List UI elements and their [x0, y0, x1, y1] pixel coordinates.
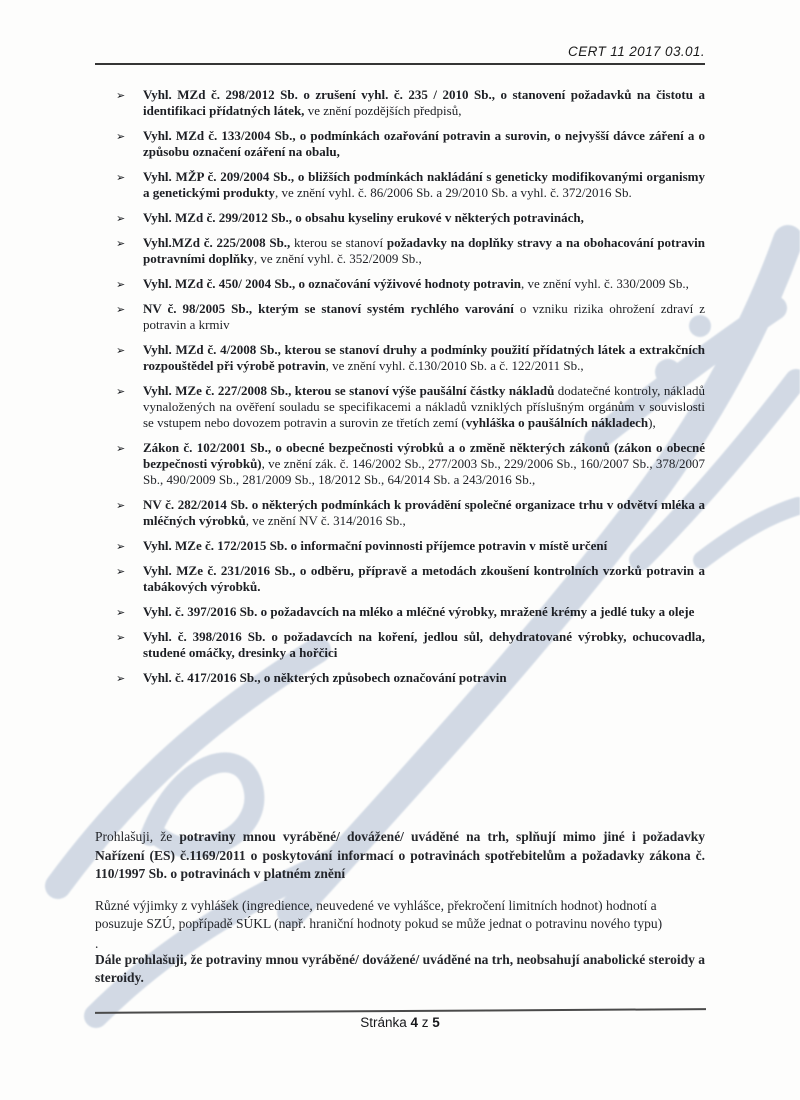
bold-text-segment: Vyhl. č. 397/2016 Sb. o požadavcích na mléko a mléčné výrobky, mražené krémy a jedlé tuky a oleje [143, 604, 695, 619]
stray-period [95, 935, 705, 951]
regulation-list-item [95, 563, 705, 595]
text-segment: . [95, 935, 99, 951]
text-segment: Prohlašuji, že [95, 829, 180, 844]
bold-text-segment: Vyhl. č. 398/2016 Sb. o požadavcích na koření, jedlou sůl, dehydratované výrobky, ochucovadla, studené omáčky, dresinky a hořčici [143, 629, 705, 660]
exceptions-note [95, 897, 705, 934]
text-segment: , ve znění zák. č. 146/2002 Sb., 277/2003 Sb., 229/2006 Sb., 160/2007 Sb., 378/2007 Sb., 490/2009 Sb., 281/2009 Sb., 18/2012 Sb., 64/2014 Sb. a 243/2016 Sb., [143, 456, 705, 487]
text-segment: ve znění pozdějších předpisů, [304, 103, 462, 118]
regulation-list-item [95, 276, 705, 292]
regulation-list-item [95, 301, 705, 333]
arrow-bullet-icon: ➢ [116, 89, 126, 102]
regulation-list-item [95, 538, 705, 554]
text-segment: , ve znění vyhl. č. 330/2009 Sb., [521, 276, 689, 291]
arrow-bullet-icon: ➢ [116, 385, 126, 398]
bold-text-segment: Vyhl. MZd č. 450/ 2004 Sb., o označování výživové hodnoty potravin [143, 276, 522, 291]
arrow-bullet-icon: ➢ [116, 171, 126, 184]
header-reference: CERT 11 2017 03.01. [568, 44, 705, 59]
arrow-bullet-icon: ➢ [116, 540, 126, 553]
regulation-list-item [95, 629, 705, 661]
bold-text-segment: požadavky na doplňky stravy a na obohacování potravin potravními doplňky [143, 235, 705, 266]
arrow-bullet-icon: ➢ [116, 499, 126, 512]
regulation-list-item [95, 440, 705, 488]
bold-text-segment: Vyhl.MZd č. 225/2008 Sb., [143, 235, 291, 250]
arrow-bullet-icon: ➢ [116, 130, 126, 143]
text-segment: kterou se stanoví [290, 235, 387, 250]
bold-text-segment: Vyhl. MŽP č. 209/2004 Sb., o bližších podmínkách nakládání s geneticky modifikovanými organismy a genetickými produkty [143, 169, 705, 200]
text-segment: z [418, 1015, 433, 1030]
text-segment: , ve znění vyhl. č. 352/2009 Sb., [253, 251, 422, 266]
regulation-list-item [95, 210, 705, 226]
regulation-list-item [95, 235, 705, 267]
page-number [0, 1015, 800, 1030]
text-segment: o vzniku rizika ohrožení zdraví z potravin a krmiv [143, 301, 705, 332]
regulation-list-item [95, 87, 705, 119]
bold-text-segment: Vyhl. MZd č. 4/2008 Sb., kterou se stanoví druhy a podmínky použití přídatných látek a extrakčních rozpouštědel při výrobě potravin [143, 342, 705, 373]
bold-text-segment: potraviny mnou vyráběné/ dovážené/ uváděné na trh, splňují mimo jiné i požadavky Nařízení (ES) č.1169/2011 o poskytování informací o potravinách spotřebitelům a požadavky zákona č. 110/1997 Sb. o potravinách v platném znění [95, 829, 705, 881]
bold-text-segment: vyhláška o paušálních nákladech [465, 415, 649, 430]
text-segment: , ve znění NV č. 314/2016 Sb., [245, 513, 406, 528]
bold-text-segment: Vyhl. MZd č. 299/2012 Sb., o obsahu kyseliny erukové v některých potravinách, [143, 210, 584, 225]
bold-text-segment: NV č. 98/2005 Sb., kterým se stanoví systém rychlého varování [143, 301, 514, 316]
text-segment: , ve znění vyhl. č.130/2010 Sb. a č. 122/2011 Sb., [325, 358, 584, 373]
regulation-list-item [95, 670, 705, 686]
regulation-list [95, 87, 705, 686]
bold-text-segment: Vyhl. MZd č. 133/2004 Sb., o podmínkách ozařování potravin a surovin, o nejvyšší dávce záření a o způsobu označení ozáření na obalu, [143, 128, 705, 159]
regulation-list-item [95, 169, 705, 201]
arrow-bullet-icon: ➢ [116, 672, 126, 685]
declaration-paragraphs [95, 828, 705, 988]
regulation-list-item [95, 383, 705, 431]
bold-text-segment: Vyhl. č. 417/2016 Sb., o některých způsobech označování potravin [143, 670, 507, 685]
text-segment: Různé výjimky z vyhlášek (ingredience, neuvedené ve vyhlášce, překročení limitních hodnot) hodnotí a posuzuje SZÚ, popřípadě SÚKL (např. hraniční hodnoty pokud se může jednat o potravinu nového typu) [95, 897, 663, 931]
arrow-bullet-icon: ➢ [116, 565, 126, 578]
arrow-bullet-icon: ➢ [116, 631, 126, 644]
arrow-bullet-icon: ➢ [116, 237, 126, 250]
bold-text-segment: Zákon č. 102/2001 Sb., o obecné bezpečnosti výrobků a o změně některých zákonů (zákon o obecné bezpečnosti výrobků) [143, 440, 705, 471]
arrow-bullet-icon: ➢ [116, 303, 126, 316]
regulation-list-item [95, 497, 705, 529]
regulation-list-item [95, 128, 705, 160]
bold-text-segment: 4 [410, 1015, 418, 1030]
bold-text-segment: Dále prohlašuji, že potraviny mnou vyráběné/ dovážené/ uváděné na trh, neobsahují anabolické steroidy a steroidy. [95, 951, 705, 985]
text-segment: dodatečné kontroly, nákladů vynaložených na ověření souladu se specifikacemi a nákladů vzniklých příslušným orgánům v souvislosti se vstupem nebo dovozem potravin a surovin ze třetích zemí ( [143, 383, 705, 430]
header-rule [95, 63, 705, 65]
bold-text-segment: Vyhl. MZd č. 298/2012 Sb. o zrušení vyhl. č. 235 / 2010 Sb., o stanovení požadavků na čistotu a identifikaci přídatných látek, [143, 87, 705, 118]
arrow-bullet-icon: ➢ [116, 212, 126, 225]
bold-text-segment: 5 [432, 1015, 440, 1030]
regulation-list-item [95, 342, 705, 374]
arrow-bullet-icon: ➢ [116, 344, 126, 357]
arrow-bullet-icon: ➢ [116, 442, 126, 455]
text-segment: Stránka [360, 1015, 411, 1030]
text-segment: ), [648, 415, 656, 430]
text-segment: , ve znění vyhl. č. 86/2006 Sb. a 29/2010 Sb. a vyhl. č. 372/2016 Sb. [274, 185, 632, 200]
arrow-bullet-icon: ➢ [116, 606, 126, 619]
bold-text-segment: Vyhl. MZe č. 172/2015 Sb. o informační povinnosti příjemce potravin v místě určení [143, 538, 608, 553]
bold-text-segment: Vyhl. MZe č. 231/2016 Sb., o odběru, přípravě a metodách zkoušení kontrolních vzorků potravin a tabákových výrobků. [143, 563, 705, 594]
bold-text-segment: NV č. 282/2014 Sb. o některých podmínkách k provádění společné organizace trhu v odvětví mléka a mléčných výrobků [143, 497, 705, 528]
bold-text-segment: Vyhl. MZe č. 227/2008 Sb., kterou se stanoví výše paušální částky nákladů [143, 383, 555, 398]
declaration-intro [95, 828, 705, 884]
steroids-declaration [95, 951, 705, 988]
arrow-bullet-icon: ➢ [116, 278, 126, 291]
regulation-list-item [95, 604, 705, 620]
